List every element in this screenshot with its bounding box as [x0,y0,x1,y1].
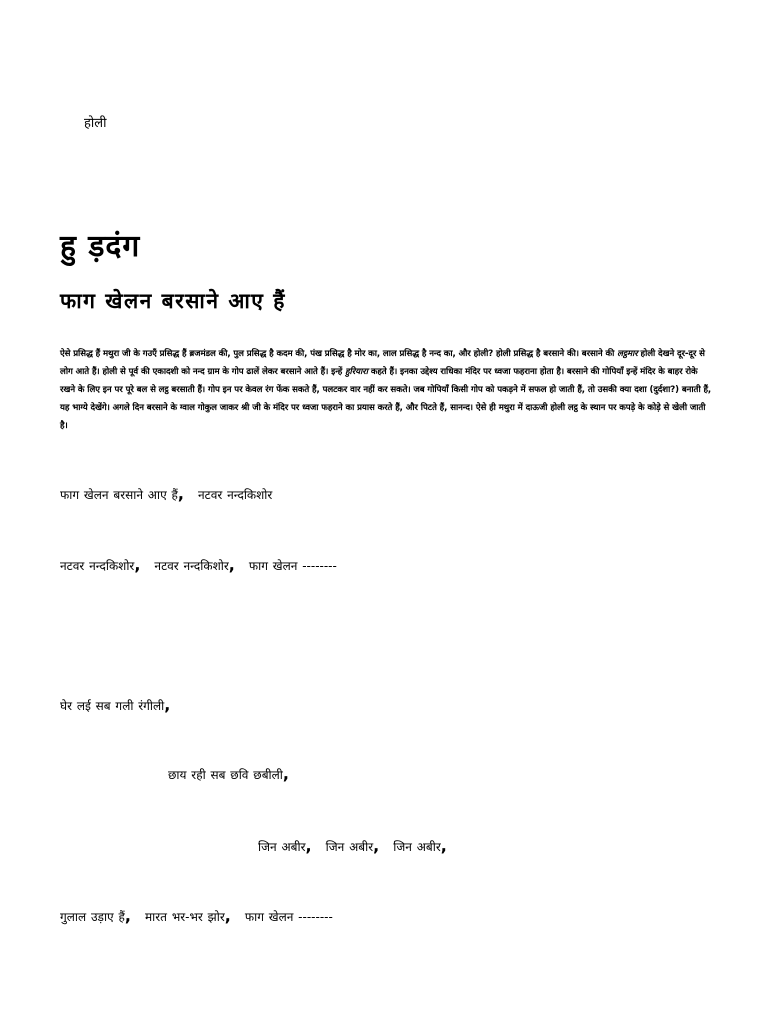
verse-text: नटवर नन्दकिशोर [154,559,229,573]
verse-text: फाग खेलन -------- [244,910,333,924]
verse-comma: , [305,836,312,855]
verse-text: जिन अबीर [258,840,306,854]
verse-comma: , [124,906,131,925]
page-title: हु ड़दंग [60,229,141,264]
verse-comma: , [440,836,447,855]
verse-text: नटवर नन्दकिशोर [197,488,273,502]
intro-paragraph [60,345,712,435]
verse-text: फाग खेलन बरसाने आए हैं [60,488,178,502]
verse-text: जिन अबीर [325,840,374,854]
verse-line-5 [258,836,447,855]
paragraph-part-3: कहते हैं। इनका उद्देश्य राधिका मंदिर पर ध्वजा फहराना होता है। बरसाने की गोपियाँ इन्हें मंदिर के बाहर रोके रखने के लिए इन पर पूरे बल से लट्ठ बरसाती हैं। गोप इन पर केवल रंग फेंक सकते हैं, पलटकर वार नहीं कर सकते। जब गोपियाँ किसी गोप को पकड़ने में सफल हो जाती हैं, तो उसकी क्या दशा (दुर्दशा?) बनाती हैं, यह भाग्ये देखेंगे। अगले दिन बरसाने के ग्वाल गोकुल जाकर श्री जी के मंदिर पर ध्वजा फहराने का प्रयास करते हैं, और पिटते हैं, सानन्द। ऐसे ही मथुरा में दाऊजी होली लट्ठ के स्थान पर कपड़े के कोड़े से खेली जाती है। [60,367,712,431]
header-note: होली [84,116,107,131]
paragraph-emphasis-1: लट्ठमार [617,349,638,359]
verse-comma: , [164,695,171,714]
verse-comma: , [228,555,235,574]
verse-comma: , [373,836,380,855]
verse-text: नटवर नन्दकिशोर [60,559,135,573]
page-subtitle: फाग खेलन बरसाने आए हैं [60,289,286,313]
verse-comma: , [224,906,231,925]
verse-text: छाय रही सब छवि छबीली [168,768,283,782]
verse-text: मारत भर-भर झोर [144,910,225,924]
verse-comma: , [282,764,289,783]
verse-comma: , [177,484,184,503]
paragraph-part-2: होली देखने दूर-दूर से लोग आते हैं। होली से पूर्व की एकादशी को नन्द ग्राम के गोप ढालें लेकर बरसाने आते हैं। इन्हें [60,349,705,377]
paragraph-part-1: ऐसे प्रसिद्ध हैं मथुरा जी के गउएँ प्रसिद्ध हैं ब्रजमंडल की, पुल प्रसिद्ध है कदम की, पंख प्रसिद्ध है मोर का, लाल प्रसिद्ध है नन्द का, और होली? होली प्रसिद्ध है बरसाने की। बरसाने की [60,349,618,359]
verse-line-4 [168,764,289,783]
verse-line-6 [60,906,333,925]
verse-text: गुलाल उड़ाए हैं [60,910,125,924]
verse-line-3 [60,695,170,714]
verse-text: जिन अबीर [393,840,441,854]
verse-text: घेर लई सब गली रंगीली [60,699,165,713]
verse-text: फाग खेलन -------- [248,559,337,573]
paragraph-emphasis-2: हुरियारा [345,367,368,377]
verse-comma: , [134,555,141,574]
verse-line-1 [60,484,272,503]
verse-line-2 [60,555,337,574]
